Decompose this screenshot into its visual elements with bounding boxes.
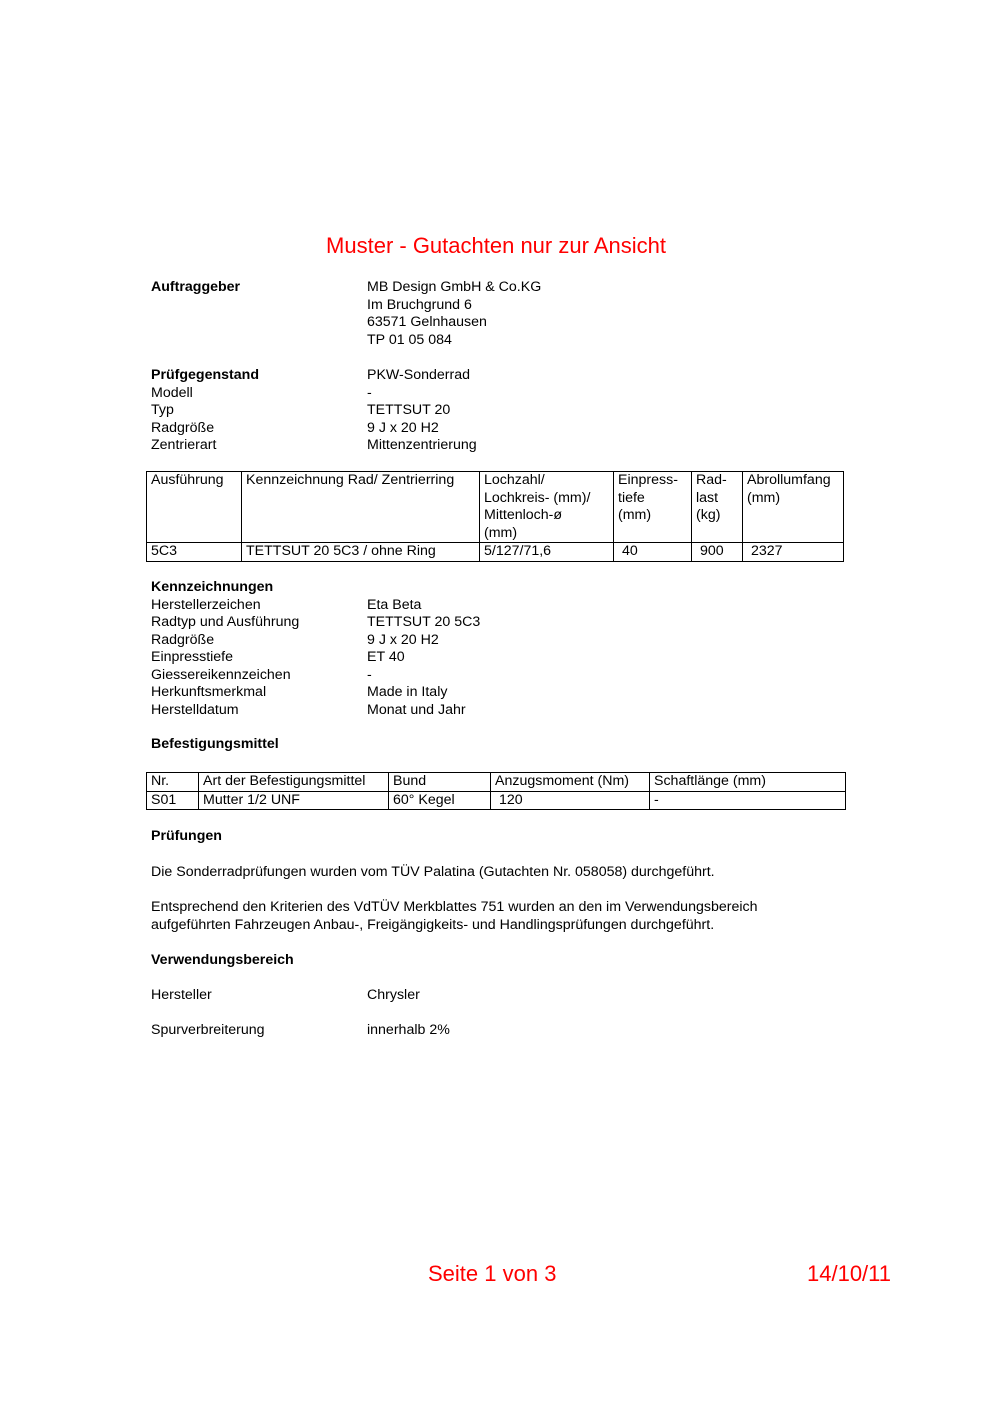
footer-date: 14/10/11 <box>807 1261 892 1286</box>
table-cell: - <box>650 791 846 810</box>
table-cell: 5C3 <box>147 543 242 562</box>
kennzeichnung-value: Eta Beta <box>367 596 422 613</box>
zentrierart-value: Mittenzentrierung <box>367 437 477 453</box>
kennzeichnung-label: Giessereikennzeichen <box>151 666 291 683</box>
table-header-cell: Anzugsmoment (Nm) <box>491 773 650 792</box>
auftraggeber-label: Auftraggeber <box>151 279 241 295</box>
document-title: Muster - Gutachten nur zur Ansicht <box>326 233 666 258</box>
page-number: Seite 1 von 3 <box>428 1261 557 1286</box>
modell-value: - <box>367 384 372 401</box>
table-cell: S01 <box>147 791 199 810</box>
kennzeichnung-label: Herstellerzeichen <box>151 596 261 613</box>
table-header-cell: Art der Befestigungsmittel <box>199 773 389 792</box>
spurverbreiterung-value: innerhalb 2% <box>367 1022 450 1038</box>
table-header-cell: Einpress- tiefe (mm) <box>614 472 692 543</box>
pruefungen-heading: Prüfungen <box>151 828 222 844</box>
pruefungen-paragraph: Entsprechend den Kriterien des VdTÜV Merkblattes 751 wurden an den im Verwendungsbereich <box>151 899 758 915</box>
kennzeichnung-value: ET 40 <box>367 649 405 665</box>
befestigung-table <box>146 772 846 810</box>
hersteller-value: Chrysler <box>367 987 420 1003</box>
typ-value: TETTSUT 20 <box>367 402 451 418</box>
table-header-row <box>147 773 846 792</box>
table-header-cell: Schaftlänge (mm) <box>650 773 846 792</box>
table-header-row <box>147 472 844 543</box>
table-row <box>147 543 844 562</box>
kennzeichnung-value: - <box>367 666 372 683</box>
spurverbreiterung-label: Spurverbreiterung <box>151 1022 265 1038</box>
befestigung-heading: Befestigungsmittel <box>151 736 279 752</box>
rad-table <box>146 471 844 562</box>
kennzeichnung-label: Einpresstiefe <box>151 649 234 665</box>
hersteller-label: Hersteller <box>151 987 212 1003</box>
kennzeichnung-value: TETTSUT 20 5C3 <box>367 614 481 630</box>
table-cell: 900 <box>692 543 743 562</box>
pruefgegenstand-value: PKW-Sonderrad <box>367 367 471 383</box>
table-header-cell: Abrollumfang (mm) <box>743 472 844 543</box>
radgroesse-label: Radgröße <box>151 419 215 436</box>
table-header-cell: Nr. <box>147 773 199 792</box>
verwendungsbereich-heading: Verwendungsbereich <box>151 952 294 968</box>
modell-label: Modell <box>151 384 193 401</box>
table-header-cell: Ausführung <box>147 472 242 543</box>
pruefungen-paragraph: Die Sonderradprüfungen wurden vom TÜV Palatina (Gutachten Nr. 058058) durchgeführt. <box>151 864 715 880</box>
table-header-cell: Kennzeichnung Rad/ Zentrierring <box>242 472 480 543</box>
auftraggeber-line: Im Bruchgrund 6 <box>367 296 472 313</box>
table-cell: 40 <box>614 543 692 562</box>
table-cell: 2327 <box>743 543 844 562</box>
auftraggeber-line: TP 01 05 084 <box>367 331 452 348</box>
table-cell: 5/127/71,6 <box>480 543 614 562</box>
kennzeichnung-value: Monat und Jahr <box>367 701 466 718</box>
kennzeichnungen-heading: Kennzeichnungen <box>151 579 274 595</box>
table-header-cell: Rad- last (kg) <box>692 472 743 543</box>
kennzeichnung-label: Radtyp und Ausführung <box>151 614 300 630</box>
auftraggeber-line: 63571 Gelnhausen <box>367 314 487 330</box>
pruefgegenstand-label: Prüfgegenstand <box>151 367 259 383</box>
table-cell: 60° Kegel <box>389 791 491 810</box>
table-cell: 120 <box>491 791 650 810</box>
table-row <box>147 791 846 810</box>
radgroesse-value: 9 J x 20 H2 <box>367 419 439 436</box>
auftraggeber-line: MB Design GmbH & Co.KG <box>367 279 542 295</box>
table-cell: TETTSUT 20 5C3 / ohne Ring <box>242 543 480 562</box>
kennzeichnung-label: Herstelldatum <box>151 701 239 718</box>
table-cell: Mutter 1/2 UNF <box>199 791 389 810</box>
table-header-cell: Lochzahl/ Lochkreis- (mm)/ Mittenloch-ø (mm) <box>480 472 614 543</box>
table-header-cell: Bund <box>389 773 491 792</box>
kennzeichnung-label: Radgröße <box>151 631 215 648</box>
kennzeichnung-value: Made in Italy <box>367 684 448 700</box>
kennzeichnung-label: Herkunftsmerkmal <box>151 684 267 700</box>
kennzeichnung-value: 9 J x 20 H2 <box>367 631 439 648</box>
pruefungen-paragraph: aufgeführten Fahrzeugen Anbau-, Freigängigkeits- und Handlingsprüfungen durchgeführt. <box>151 916 715 933</box>
zentrierart-label: Zentrierart <box>151 437 217 453</box>
typ-label: Typ <box>151 402 174 418</box>
